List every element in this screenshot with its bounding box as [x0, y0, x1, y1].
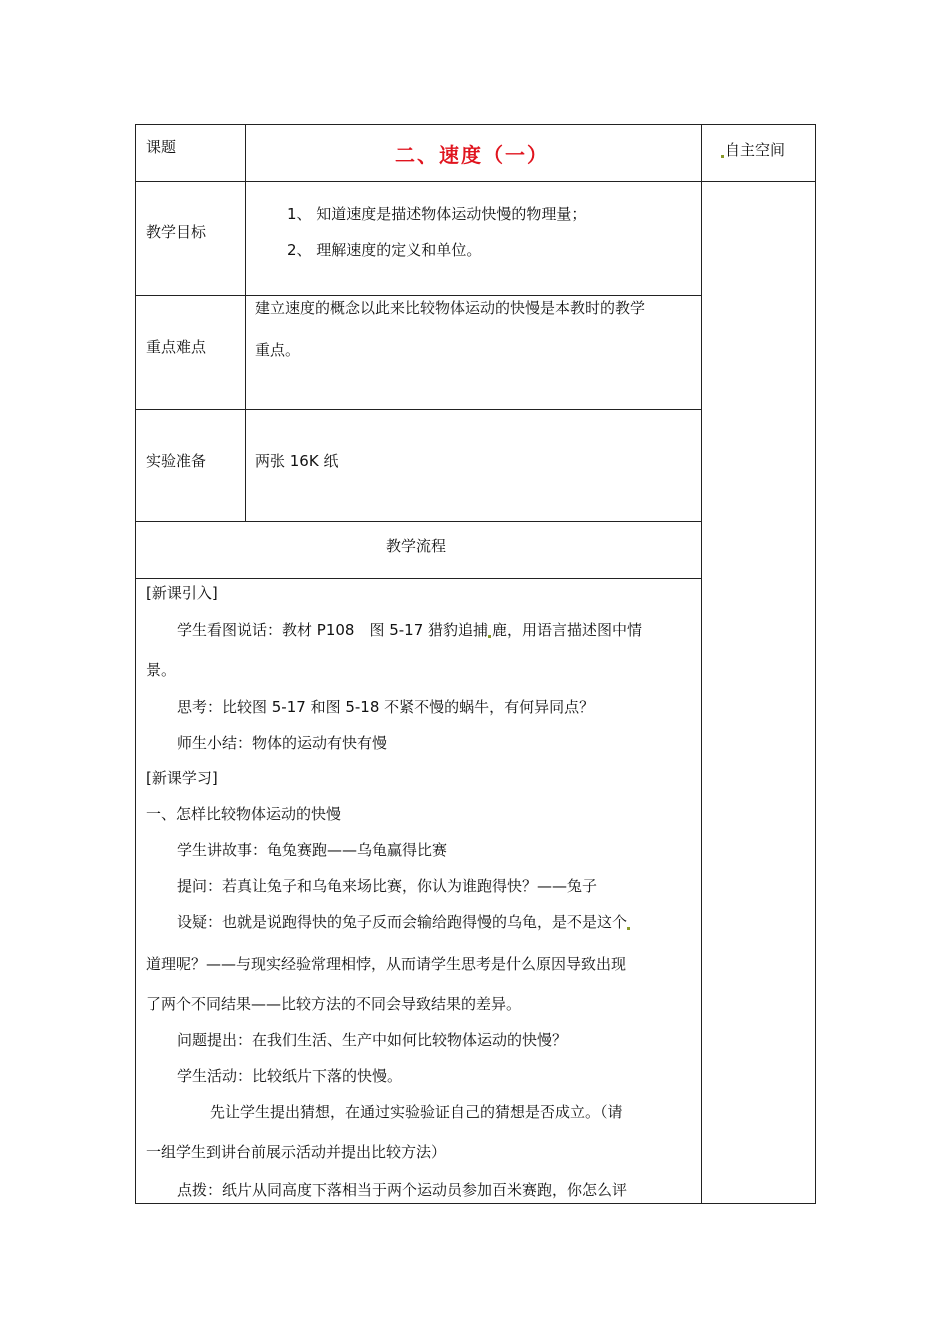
mark-dot [627, 927, 630, 930]
flow-line: 思考：比较图 5-17 和图 5-18 不紧不慢的蜗牛，有何异同点？ [177, 698, 595, 716]
preparation-label: 实验准备 [146, 452, 207, 470]
row-divider [135, 578, 701, 579]
preparation-text: 两张 16K 纸 [255, 452, 339, 470]
page-title: 二、速度（一） [395, 143, 549, 167]
flow-line-part: 鹿，用语言描述图中情 [492, 621, 643, 639]
table-border-right [815, 124, 816, 1204]
flow-heading: 教学流程 [386, 537, 447, 555]
column-divider [701, 124, 702, 1204]
flow-line: 先让学生提出猜想，在通过实验验证自己的猜想是否成立。（请 [210, 1103, 623, 1121]
flow-line: 师生小结：物体的运动有快有慢 [177, 734, 388, 752]
header-label: 课题 [146, 138, 177, 156]
table-border-top [135, 124, 816, 125]
flow-line: 道理呢？——与现实经验常理相悖，从而请学生思考是什么原因导致出现 [146, 955, 627, 973]
objective-item: 2、 理解速度的定义和单位。 [287, 241, 482, 259]
flow-line: 问题提出：在我们生活、生产中如何比较物体运动的快慢？ [177, 1031, 568, 1049]
key-points-line: 建立速度的概念以此来比较物体运动的快慢是本教时的教学 [255, 299, 646, 317]
row-divider [135, 181, 816, 182]
flow-line: 提问：若真让兔子和乌龟来场比赛，你认为谁跑得快？——兔子 [177, 877, 598, 895]
flow-line: [新课引入] [146, 584, 218, 602]
row-divider [135, 409, 701, 410]
table-border-bottom [135, 1203, 816, 1204]
objective-item: 1、 知道速度是描述物体运动快慢的物理量； [287, 205, 587, 223]
flow-line [177, 912, 631, 932]
flow-line: 点拨：纸片从同高度下落相当于两个运动员参加百米赛跑，你怎么评 [177, 1181, 628, 1199]
flow-line-part: 学生看图说话：教材 P108 图 5-17 猎豹追捕 [177, 621, 489, 639]
flow-line: 学生活动：比较纸片下落的快慢。 [177, 1067, 403, 1085]
row-divider [135, 295, 701, 296]
mark-dot [721, 155, 724, 158]
row-divider [135, 521, 701, 522]
flow-line: [新课学习] [146, 769, 218, 787]
flow-line: 了两个不同结果——比较方法的不同会导致结果的差异。 [146, 995, 522, 1013]
key-points-label: 重点难点 [146, 338, 207, 356]
side-column-label: 自主空间 [725, 141, 786, 159]
side-column-header [721, 140, 785, 160]
flow-line-part: 设疑：也就是说跑得快的兔子反而会输给跑得慢的乌龟，是不是这个 [177, 913, 628, 931]
flow-line: 学生讲故事：龟兔赛跑——乌龟赢得比赛 [177, 841, 448, 859]
key-points-line: 重点。 [255, 341, 301, 359]
flow-line: 景。 [146, 661, 177, 679]
flow-line: 一、怎样比较物体运动的快慢 [146, 805, 342, 823]
objectives-label: 教学目标 [146, 223, 207, 241]
mark-dot [488, 635, 491, 638]
column-divider [245, 124, 246, 522]
table-border-left [135, 124, 136, 1204]
flow-line [177, 620, 642, 640]
flow-line: 一组学生到讲台前展示活动并提出比较方法） [146, 1143, 447, 1161]
